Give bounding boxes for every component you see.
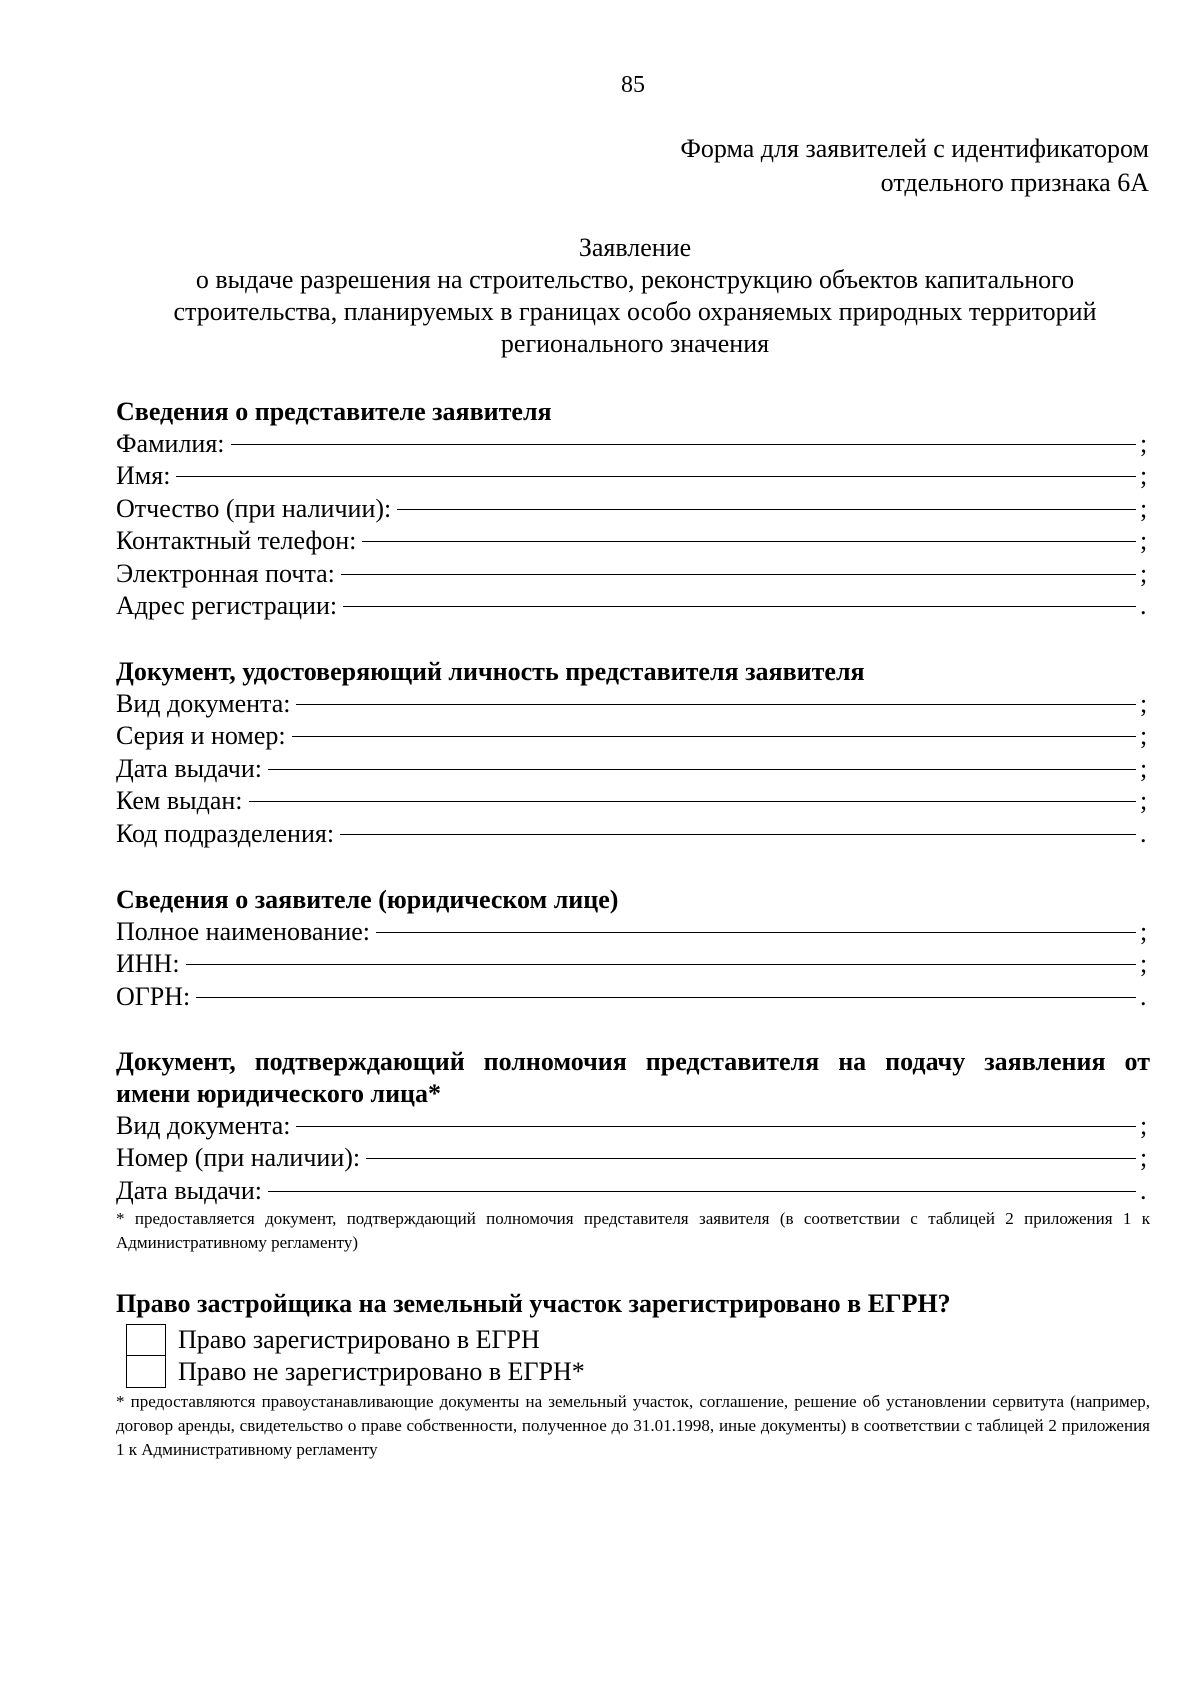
field-end: ; (1140, 1111, 1148, 1140)
field-label: Дата выдачи: (116, 1175, 263, 1205)
field-ogrn (116, 981, 1150, 1013)
issued-by-input-line[interactable] (249, 801, 1137, 802)
land-right-footnote: * предоставляются правоустанавливающие документы на земельный участок, соглашение, решение об установлении сервитута (например, договор аренды, свидетельство о праве собственности, полученное до 31.01.1998, иные документы) в соответствии с таблицей 2 приложения 1 к Административному регламенту (116, 1392, 1150, 1459)
field-label: Код подразделения: (116, 818, 335, 848)
not-registered-checkbox[interactable] (126, 1356, 166, 1388)
field-issued-by (116, 785, 1150, 817)
field-end: ; (1140, 753, 1148, 783)
field-label: Вид документа: (116, 689, 291, 718)
field-label: ИНН: (116, 949, 180, 979)
phone-input-line[interactable] (362, 541, 1136, 542)
section-heading: Сведения о заявителе (юридическом лице) (116, 885, 619, 914)
field-label: Отчество (при наличии): (116, 493, 392, 523)
section-heading: Документ, удостоверяющий личность представителя заявителя (116, 657, 865, 686)
field-full-name (116, 916, 1150, 948)
field-end: ; (1140, 949, 1148, 979)
address-input-line[interactable] (343, 606, 1136, 607)
section-authority-document (116, 1046, 1150, 1255)
field-end: ; (1140, 917, 1148, 946)
field-email (116, 558, 1150, 590)
section-heading: Сведения о представителе заявителя (116, 397, 552, 426)
field-end: ; (1140, 429, 1148, 458)
field-authority-doc-date (116, 1175, 1150, 1207)
section-land-right (116, 1288, 1150, 1462)
section-identity-document (116, 656, 1150, 850)
field-end: . (1140, 590, 1147, 620)
field-label: Кем выдан: (116, 786, 243, 816)
field-end: ; (1140, 558, 1148, 588)
page-number: 85 (621, 72, 645, 98)
field-inn (116, 948, 1150, 980)
title-line3: строительства, планируемых в границах особо охраняемых природных территорий (173, 297, 1097, 326)
field-division-code (116, 818, 1150, 850)
ogrn-input-line[interactable] (196, 997, 1136, 998)
document-type-input-line[interactable] (296, 704, 1136, 705)
form-note-line2: отдельного признака 6А (880, 168, 1149, 197)
option-label: Право не зарегистрировано в ЕГРН* (178, 1357, 585, 1386)
field-end: ; (1140, 689, 1148, 718)
series-number-input-line[interactable] (292, 736, 1136, 737)
field-address (116, 590, 1150, 622)
field-patronymic (116, 493, 1150, 525)
option-not-registered (126, 1356, 1150, 1388)
section-heading (116, 1046, 1150, 1110)
full-name-input-line[interactable] (376, 932, 1136, 933)
authority-doc-date-input-line[interactable] (268, 1191, 1136, 1192)
heading-line2: имени юридического лица* (116, 1079, 442, 1108)
document-title (120, 232, 1150, 360)
field-label: Вид документа: (116, 1111, 291, 1140)
field-label: Номер (при наличии): (116, 1143, 361, 1173)
option-label: Право зарегистрировано в ЕГРН (178, 1325, 540, 1354)
field-surname (116, 428, 1150, 460)
registered-checkbox[interactable] (126, 1324, 166, 1356)
name-input-line[interactable] (176, 476, 1136, 477)
issue-date-input-line[interactable] (268, 769, 1136, 770)
title-line4: регионального значения (500, 329, 770, 358)
email-input-line[interactable] (341, 574, 1136, 575)
field-end: ; (1140, 493, 1148, 523)
field-end: ; (1140, 721, 1148, 751)
field-end: . (1140, 1175, 1147, 1205)
authority-doc-number-input-line[interactable] (366, 1158, 1136, 1159)
inn-input-line[interactable] (186, 964, 1136, 965)
field-label: Контактный телефон: (116, 526, 357, 556)
field-issue-date (116, 753, 1150, 785)
field-label: Фамилия: (116, 429, 225, 458)
field-label: Дата выдачи: (116, 753, 263, 783)
field-authority-doc-number (116, 1142, 1150, 1174)
option-registered (126, 1324, 1150, 1356)
field-end: . (1140, 981, 1147, 1011)
field-name (116, 460, 1150, 492)
heading-line1: Документ, подтверждающий полномочия представителя на подачу заявления от (116, 1047, 1150, 1076)
field-end: . (1140, 818, 1147, 848)
form-note (680, 132, 1149, 200)
field-end: ; (1140, 526, 1148, 556)
field-end: ; (1140, 1143, 1148, 1173)
field-end: ; (1140, 786, 1148, 816)
field-label: ОГРН: (116, 981, 191, 1011)
title-line1: Заявление (578, 233, 692, 262)
authority-doc-type-input-line[interactable] (296, 1126, 1136, 1127)
field-label: Серия и номер: (116, 721, 286, 751)
section-applicant (116, 884, 1150, 1013)
division-code-input-line[interactable] (340, 834, 1136, 835)
surname-input-line[interactable] (231, 444, 1136, 445)
field-series-number (116, 720, 1150, 752)
section-representative (116, 396, 1150, 622)
patronymic-input-line[interactable] (397, 509, 1136, 510)
field-authority-doc-type (116, 1110, 1150, 1142)
field-label: Полное наименование: (116, 917, 371, 946)
field-label: Имя: (116, 461, 171, 491)
field-phone (116, 525, 1150, 557)
section-heading: Право застройщика на земельный участок зарегистрировано в ЕГРН? (116, 1289, 951, 1318)
form-note-line1: Форма для заявителей с идентификатором (680, 134, 1149, 163)
authority-footnote: * предоставляется документ, подтверждающий полномочия представителя заявителя (в соответствии с таблицей 2 приложения 1 к Административному регламенту) (116, 1209, 1150, 1253)
title-line2: о выдаче разрешения на строительство, реконструкцию объектов капитального (195, 265, 1075, 294)
field-label: Электронная почта: (116, 558, 335, 588)
field-label: Адрес регистрации: (116, 590, 338, 620)
field-end: ; (1140, 461, 1148, 491)
field-document-type (116, 688, 1150, 720)
